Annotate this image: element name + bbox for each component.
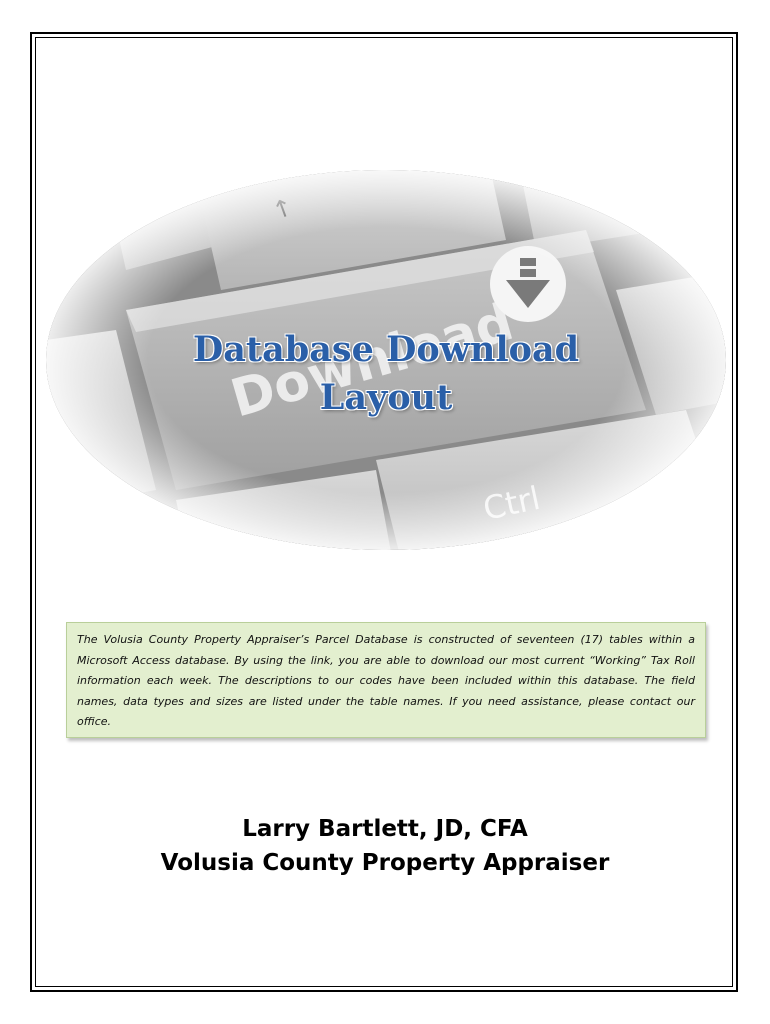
author-block bbox=[36, 812, 734, 880]
description-text: The Volusia County Property Appraiser’s Parcel Database is constructed of seventeen (17) tables within a Microsoft Access database. By using the link, you are able to download our most current “Working” Tax Roll information each week. The descriptions to our codes have been included within this database. The field names, data types and sizes are listed under the table names. If you need assistance, please contact our office. bbox=[77, 633, 695, 728]
document-title-line-1: Database Download bbox=[192, 329, 580, 370]
author-title: Volusia County Property Appraiser bbox=[160, 850, 610, 876]
document-title bbox=[46, 326, 726, 422]
document-title-line-2: Layout bbox=[319, 377, 453, 418]
description-box bbox=[66, 622, 706, 738]
author-name: Larry Bartlett, JD, CFA bbox=[242, 816, 528, 842]
